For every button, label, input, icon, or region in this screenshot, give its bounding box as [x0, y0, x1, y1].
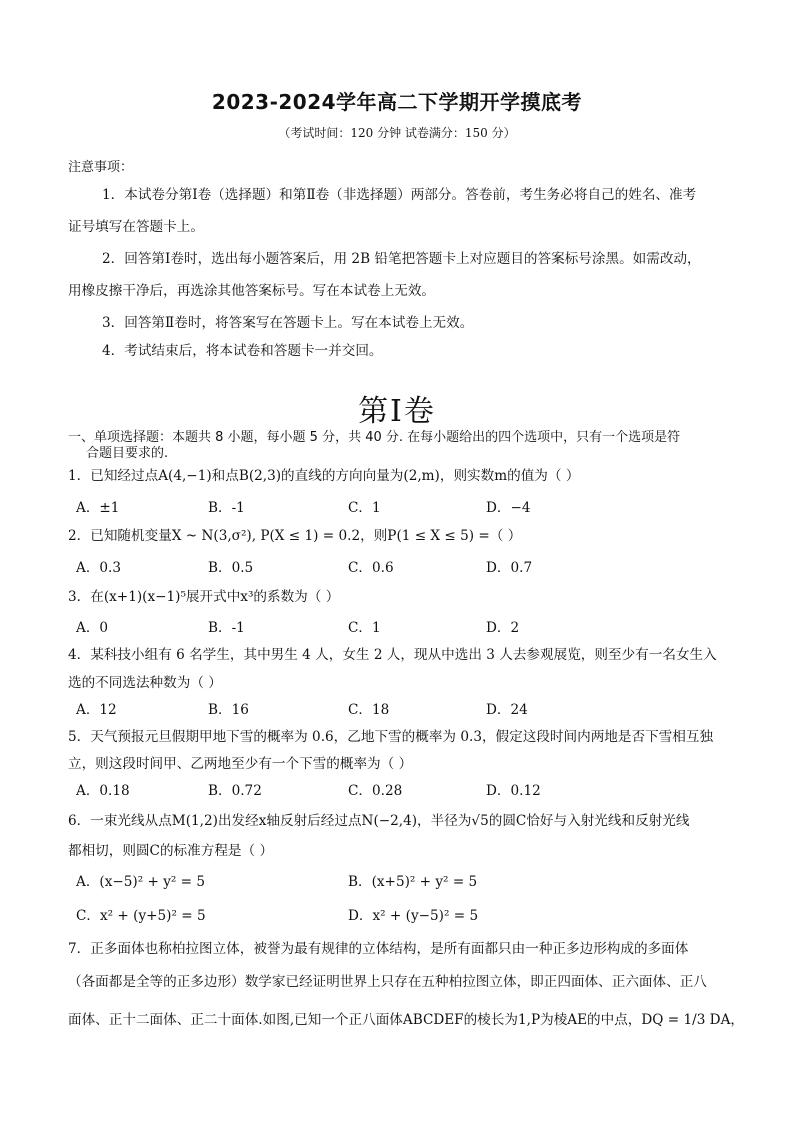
option-c: C．1 — [348, 620, 381, 636]
option-b: B．0.5 — [208, 560, 254, 576]
option-d: D．2 — [486, 620, 520, 636]
option-b: B．(x+5)² + y² = 5 — [348, 874, 478, 890]
option-d: D．x² + (y−5)² = 5 — [348, 908, 479, 924]
option-d: D．−4 — [486, 500, 531, 516]
option-a: A．(x−5)² + y² = 5 — [76, 874, 206, 890]
option-c: C．18 — [348, 702, 390, 718]
section-instructions-cont: 合题目要求的. — [86, 446, 169, 461]
option-a: A．12 — [76, 702, 117, 718]
option-b: B．-1 — [208, 500, 245, 516]
option-c: C．1 — [348, 500, 381, 516]
question-7-cont2: 面体、正十二面体、正二十面体.如图,已知一个正八面体ABCDEF的棱长为1,P为棱AE的中点，DQ = 1/3 DA， — [68, 1012, 744, 1028]
option-a: A．0.18 — [76, 783, 130, 799]
question-4: 4．某科技小组有 6 名学生，其中男生 4 人，女生 2 人，现从中选出 3 人去参观展览，则至少有一名女生入 — [68, 647, 717, 663]
notice-heading: 注意事项： — [68, 160, 134, 175]
section-instructions: 一、单项选择题：本题共 8 小题，每小题 5 分，共 40 分. 在每小题给出的四个选项中，只有一个选项是符 — [68, 430, 681, 445]
notice-line: 2．回答第Ⅰ卷时，选出每小题答案后，用 2B 铅笔把答题卡上对应题目的答案标号涂黑。如需改动， — [102, 251, 701, 267]
question-1: 1．已知经过点A(4,−1)和点B(2,3)的直线的方向向量为(2,m)，则实数m的值为（ ） — [68, 468, 580, 484]
option-b: B．16 — [208, 702, 249, 718]
question-5: 5．天气预报元旦假期甲地下雪的概率为 0.6，乙地下雪的概率为 0.3，假定这段时间内两地是否下雪相互独 — [68, 729, 714, 745]
option-b: B．0.72 — [208, 783, 262, 799]
notice-line: 1．本试卷分第Ⅰ卷（选择题）和第Ⅱ卷（非选择题）两部分。答卷前，考生务必将自己的姓名、准考 — [102, 187, 697, 203]
option-d: D．0.12 — [486, 783, 541, 799]
page-title: 2023-2024学年高二下学期开学摸底考 — [211, 90, 583, 114]
question-5-cont: 立，则这段时间甲、乙两地至少有一个下雪的概率为（ ） — [68, 756, 413, 772]
question-3: 3．在(x+1)(x−1)⁵展开式中x³的系数为（ ） — [68, 589, 340, 605]
question-7: 7．正多面体也称柏拉图立体，被誉为最有规律的立体结构，是所有面都只由一种正多边形构成的多面体 — [68, 941, 689, 957]
option-d: D．0.7 — [486, 560, 533, 576]
option-d: D．24 — [486, 702, 528, 718]
option-b: B．-1 — [208, 620, 245, 636]
notice-line: 3．回答第Ⅱ卷时，将答案写在答题卡上。写在本试卷上无效。 — [102, 315, 474, 331]
option-a: A．±1 — [76, 500, 120, 516]
exam-info: （考试时间：120 分钟 试卷满分：150 分） — [278, 126, 516, 140]
notice-line: 用橡皮擦干净后，再选涂其他答案标号。写在本试卷上无效。 — [68, 283, 436, 299]
option-c: C．0.28 — [348, 783, 403, 799]
option-c: C．x² + (y+5)² = 5 — [76, 908, 206, 924]
question-6: 6．一束光线从点M(1,2)出发经x轴反射后经过点N(−2,4)，半径为√5的圆C恰好与入射光线和反射光线 — [68, 813, 690, 829]
part-title: 第Ⅰ卷 — [358, 394, 436, 429]
notice-line: 证号填写在答题卡上。 — [68, 219, 204, 235]
option-a: A．0.3 — [76, 560, 122, 576]
option-c: C．0.6 — [348, 560, 394, 576]
question-2: 2．已知随机变量X ~ N(3,σ²), P(X ≤ 1) = 0.2，则P(1 ≤ X ≤ 5) =（ ） — [68, 528, 522, 544]
question-4-cont: 选的不同选法种数为（ ） — [68, 675, 222, 691]
question-7-cont: （各面都是全等的正多边形）数学家已经证明世界上只存在五种柏拉图立体，即正四面体、正六面体、正八 — [68, 974, 707, 990]
notice-line: 4．考试结束后，将本试卷和答题卡一并交回。 — [102, 343, 383, 359]
question-6-cont: 都相切，则圆C的标准方程是（ ） — [68, 843, 274, 859]
option-a: A．0 — [76, 620, 109, 636]
